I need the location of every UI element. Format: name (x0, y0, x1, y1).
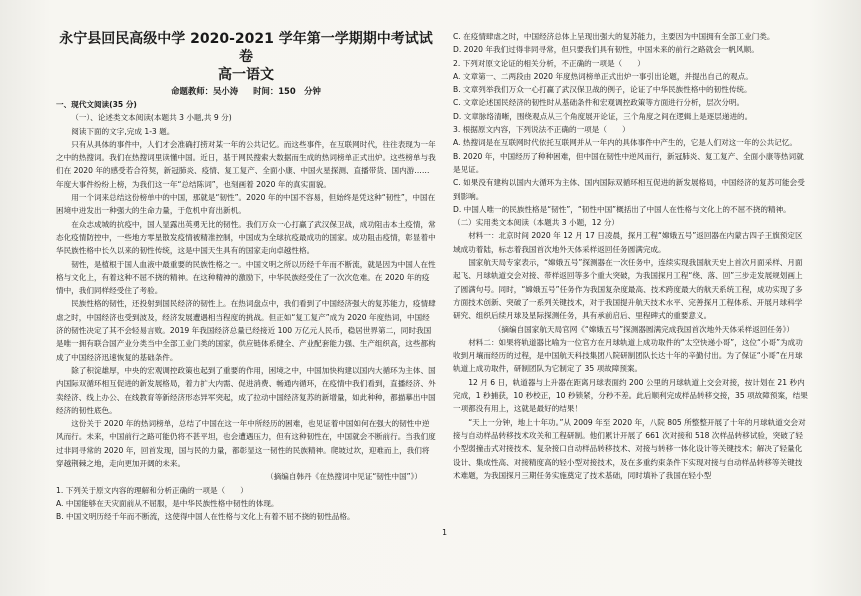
option: A. 热搜词是在互联网时代依托互联网并从一年内的具体事件中产生的，它是人们对这一年的公共记忆。 (453, 138, 798, 148)
option: B. 2020 年，中国经历了种种困难，但中国在韧性中逆风而行，新冠肺炎、复工复产、全面小康等热词就是见证。 (453, 151, 804, 174)
paragraph: 这份关于 2020 年的热词榜单，总结了中国在这一年中所经历的困难，也见证着中国如何在强大的韧性中逆风而行。未来，中国前行之路可能仍将不甚平坦，也会遭遇压力，但有这种韧性在，中国就会不断前行。当我们度过非同寻常的 2020 年，回首发现，国与民的力量，都彰显这一韧性的民族精神。爬坡过坎，迎难而上，我们将穿越荆棘之地，走向更加开阔的未来。 (56, 419, 436, 469)
paragraph: 国家航天局专家表示，“嫦娥五号”探测器在一次任务中，连续实现我国航天史上首次月面采样、月面起飞、月球轨道交会对接、带样返回等多个重大突破，为我国探月工程“绕、落、回”三步走发展规划画上了圆满句号。同时，“嫦娥五号”任务作为我国复杂度最高、技术跨度最大的航天系统工程，成功实现了多方面技术创新、突破了一系列关键技术，对于我国提升航天技术水平、完善探月工程体系、开展月球科学研究、组织后续月球及星际探测任务，具有承前启后、里程碑式的重要意义。 (453, 258, 803, 321)
paragraph: 民族性格的韧性，还投射到国民经济的韧性上。在热词盘点中，我们看到了中国经济强大的复苏能力，疫情肆虐之时，中国经济也受到波及，经济发展遭遇相当程度的挑战。但正如“复工复产”成为 2020 年度热词，中国经济的韧性决定了其不会轻易言败。2019 年我国经济总量已经接近 100 万亿元人民币，稳居世界第二，同时我国是唯一拥有联合国产业分类当中全部工业门类的国家，供应链体系健全、产业配套能力强、生产组织高，这些都构成了中国经济迅速恢复的基础条件。 (56, 299, 436, 362)
paragraph: “天上一分钟，地上十年功。”从 2009 年至 2020 年，八院 805 所整整开展了十年的月球轨道交会对接与自动样品转移技术攻关和工程研制。他们累计开展了 661 次对接和 518 次样品转移试验，突破了轻小型弱撞击式对接技术、复杂接口自动样品转移技术、对接与转移一体化设计等关键技术；解决了轻量化设计、集成性高、对接精度高的轻小型对接技术，及在多重约束条件下实现对接与自动样品转移等关键技术难题，为我国探月三期任务实施奠定了技术基础，同时填补了我国在轻小型 (453, 417, 806, 480)
instruction: 阅读下面的文字,完成 1-3 题。 (71, 126, 175, 136)
section-heading: 一、现代文阅读(35 分) (56, 100, 137, 109)
option: D. 文章脉络清晰，围绕观点从三个角度展开论证，三个角度之间在逻辑上是逐层递进的。 (453, 111, 753, 121)
source-note: （摘编自国家航天局官网《“嫦娥五号”探测器圆满完成我国首次地外天体采样返回任务》） (493, 324, 794, 334)
paragraph: 材料一：北京时间 2020 年 12 月 17 日凌晨，探月工程“嫦娥五号”返回器在内蒙古四子王旗预定区域成功着陆，标志着我国首次地外天体采样返回任务圆满完成。 (453, 231, 803, 254)
right-column (453, 30, 808, 482)
page-number: 1 (442, 528, 448, 537)
paragraph: 用一个词来总结这份榜单中的中国，那就是“韧性”。2020 年的中国不容易，但始终是凭这种“韧性”，中国在困境中迸发出一种强大的生命力量，于危机中育出新机。 (56, 193, 436, 216)
option: B. 中国文明历经千年而不断流，这使得中国人在性格与文化上有着不屈不挠的韧性品格。 (56, 512, 355, 522)
question-3: 3. 根据原文内容，下列说法不正确的一项是（ ） (453, 125, 630, 135)
paragraph: 只有从具体的事件中，人们才会准确打捞对某一年的公共记忆。而这些事件，在互联网时代，往往表现为一年之中的热搜词。我们在热搜词里读懂中国。近日，基于网民搜索大数据而生成的热词榜单正式出炉。这些榜单与我们在 2020 年的感受若合符契，新冠肺炎、疫情、复工复产、全面小康、中国火星探测、直播带货、国内游……年度大事件纷纷上榜，为我们这一年“总结陈词”，也刻画着 2020 年的真实面貌。 (56, 139, 436, 189)
option: C. 如果没有建构以国内大循环为主体、国内国际双循环相互促进的新发展格局，中国经济的复苏可能会受到影响。 (453, 178, 805, 201)
question-2: 2. 下列对原文论证的相关分析，不正确的一项是（ ） (453, 58, 645, 68)
time-label: 时间：150 分钟 (253, 86, 321, 96)
option: C. 文章论述国民经济的韧性时从基础条件和宏观调控政策等方面进行分析，层次分明。 (453, 98, 745, 108)
paragraph: 除了积淀雄厚，中央的宏观调控政策也起到了重要的作用，困境之中，中国加快构建以国内大循环为主体、国内国际双循环相互促进的新发展格局，着力扩大内需、促进消费、畅通内循环，在疫情中我们看到，直播经济、外卖经济、线上办公、在线教育等新经济形态异军突起，成了拉动中国经济复苏的新增量，如此种种，都描摹出中国经济的韧性底色。 (56, 365, 436, 415)
option: A. 中国能够在天灾面前从不屈服，是中华民族性格中韧性的体现。 (56, 498, 279, 508)
paragraph: 在众志成城的抗疫中，国人显露出英勇无比的韧性。我们万众一心打赢了武汉保卫战，成功阻击本土疫情，常态化疫情防控中，一些地方零星散发疫情被精准控制，中国成为全球抗疫最成功的国家。成功阻击疫情，彰显着中华民族性格中长久以来的韧性传统，这是中国天生具有的国家走向卓越性格。 (56, 219, 436, 256)
paragraph: 12 月 6 日，轨道器与上升器在距离月球表面约 200 公里的月球轨道上交会对接，按计划在 21 秒内完成，1 秒捕获，10 秒校正，10 秒锁紧，分秒不差。此后顺利完成样品转移交接，35 项故障预案，结果一项都没有用上，这就是最好的结果！ (453, 377, 808, 414)
exam-meta (56, 84, 436, 98)
paragraph: 韧性，是植根于国人血液中最重要的民族性格之一。中国文明之所以历经千年而不断流，就是因为中国人在性格与文化上，有着这种不屈不挠的精神。在这种精神的激励下，中华民族经受住了一次次危难。在 2020 年的疫情中，我们同样经受住了考验。 (56, 259, 436, 296)
teacher-label: 命题教师：吴小涛 (171, 86, 239, 96)
subsection-heading: （二）实用类文本阅读（本题共 3 小题，12 分） (453, 218, 620, 228)
option: B. 文章列举我们万众一心打赢了武汉保卫战的例子，论证了中华民族性格中的韧性传统。 (453, 85, 752, 95)
source-note: （摘编自韩丹《在热搜词中见证“韧性中国”》） (266, 472, 422, 482)
option: C. 在疫情肆虐之时，中国经济总体上呈现出强大的复苏能力，主要因为中国拥有全部工业门类。 (453, 32, 775, 41)
option: A. 文章第一、二两段由 2020 年度热词榜单正式出炉一事引出论题，并提出自己的观点。 (453, 71, 753, 81)
paragraph: 材料二：如果将轨道器比喻为一位官方在月球轨道上成功取件的“太空快递小哥”，这位“小哥”为成功收到月壤而经历的过程，是中国航天科技集团八院研制团队长达十年的辛勤付出。为了保证“小哥”在月球轨道上成功取件，研制团队为它制定了 35 项故障预案。 (453, 337, 803, 374)
exam-title: 永宁县回民高级中学 2020-2021 学年第一学期期中考试试卷 (59, 31, 433, 65)
option: D. 中国人唯一的民族性格是“韧性”，“韧性中国”概括出了中国人在性格与文化上的不屈不挠的精神。 (453, 204, 791, 214)
question-1: 1. 下列关于原文内容的理解和分析正确的一项是（ ） (56, 485, 248, 495)
option: D. 2020 年我们过得非同寻常，但只要我们具有韧性，中国未来的前行之路就会一帆风顺。 (453, 45, 759, 55)
left-column (56, 30, 436, 524)
subsection-heading: （一）、论述类文本阅读(本题共 3 小题,共 9 分) (71, 113, 232, 123)
exam-subject: 高一语文 (218, 67, 274, 83)
